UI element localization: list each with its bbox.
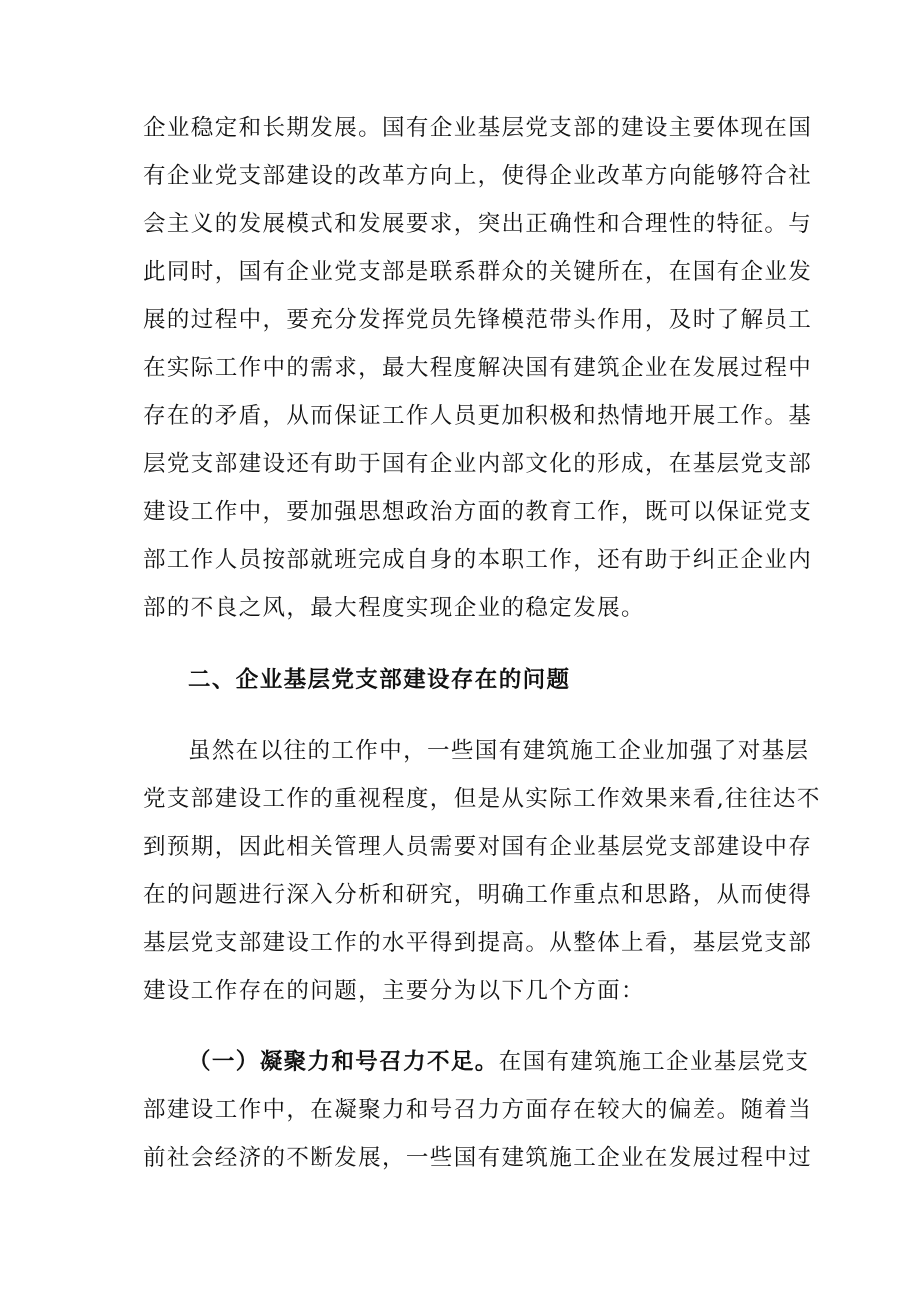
text-line: 基层党支部建设工作的水平得到提高。从整体上看，基层党支部 bbox=[143, 930, 813, 956]
text-line: 部的不良之风，最大程度实现企业的稳定发展。 bbox=[143, 595, 645, 621]
text-line: 在实际工作中的需求，最大程度解决国有建筑企业在发展过程中 bbox=[143, 355, 813, 381]
text-line: 虽然在以往的工作中，一些国有建筑施工企业加强了对基层 bbox=[188, 738, 810, 764]
text-line: 层党支部建设还有助于国有企业内部文化的形成，在基层党支部 bbox=[143, 451, 813, 477]
text-line: 部工作人员按部就班完成自身的本职工作，还有助于纠正企业内 bbox=[143, 547, 813, 573]
subheading-lead: （一）凝聚力和号召力不足。 bbox=[188, 1049, 499, 1075]
section-heading: 二、企业基层党支部建设存在的问题 bbox=[188, 667, 571, 693]
text-line: 展的过程中，要充分发挥党员先锋模范带头作用，及时了解员工 bbox=[143, 307, 813, 333]
text-line: 此同时，国有企业党支部是联系群众的关键所在，在国有企业发 bbox=[143, 259, 813, 285]
text-line: 存在的矛盾，从而保证工作人员更加积极和热情地开展工作。基 bbox=[143, 403, 813, 429]
text-line: 建设工作中，要加强思想政治方面的教育工作，既可以保证党支 bbox=[143, 499, 813, 525]
text-line: 党支部建设工作的重视程度，但是从实际工作效果来看,往往达不 bbox=[143, 786, 821, 812]
text-line: 前社会经济的不断发展，一些国有建筑施工企业在发展过程中过 bbox=[143, 1145, 813, 1171]
text-line: 到预期，因此相关管理人员需要对国有企业基层党支部建设中存 bbox=[143, 834, 813, 860]
text-line: 部建设工作中，在凝聚力和号召力方面存在较大的偏差。随着当 bbox=[143, 1097, 813, 1123]
text-line: 会主义的发展模式和发展要求，突出正确性和合理性的特征。与 bbox=[143, 211, 813, 237]
text-line: 在的问题进行深入分析和研究，明确工作重点和思路，从而使得 bbox=[143, 882, 813, 908]
text-line: 企业稳定和长期发展。国有企业基层党支部的建设主要体现在国 bbox=[143, 115, 813, 141]
text-run: 在国有建筑施工企业基层党支 bbox=[498, 1049, 810, 1075]
text-line: 建设工作存在的问题，主要分为以下几个方面： bbox=[143, 978, 645, 1004]
text-line bbox=[188, 1039, 809, 1085]
text-line: 有企业党支部建设的改革方向上，使得企业改革方向能够符合社 bbox=[143, 163, 813, 189]
